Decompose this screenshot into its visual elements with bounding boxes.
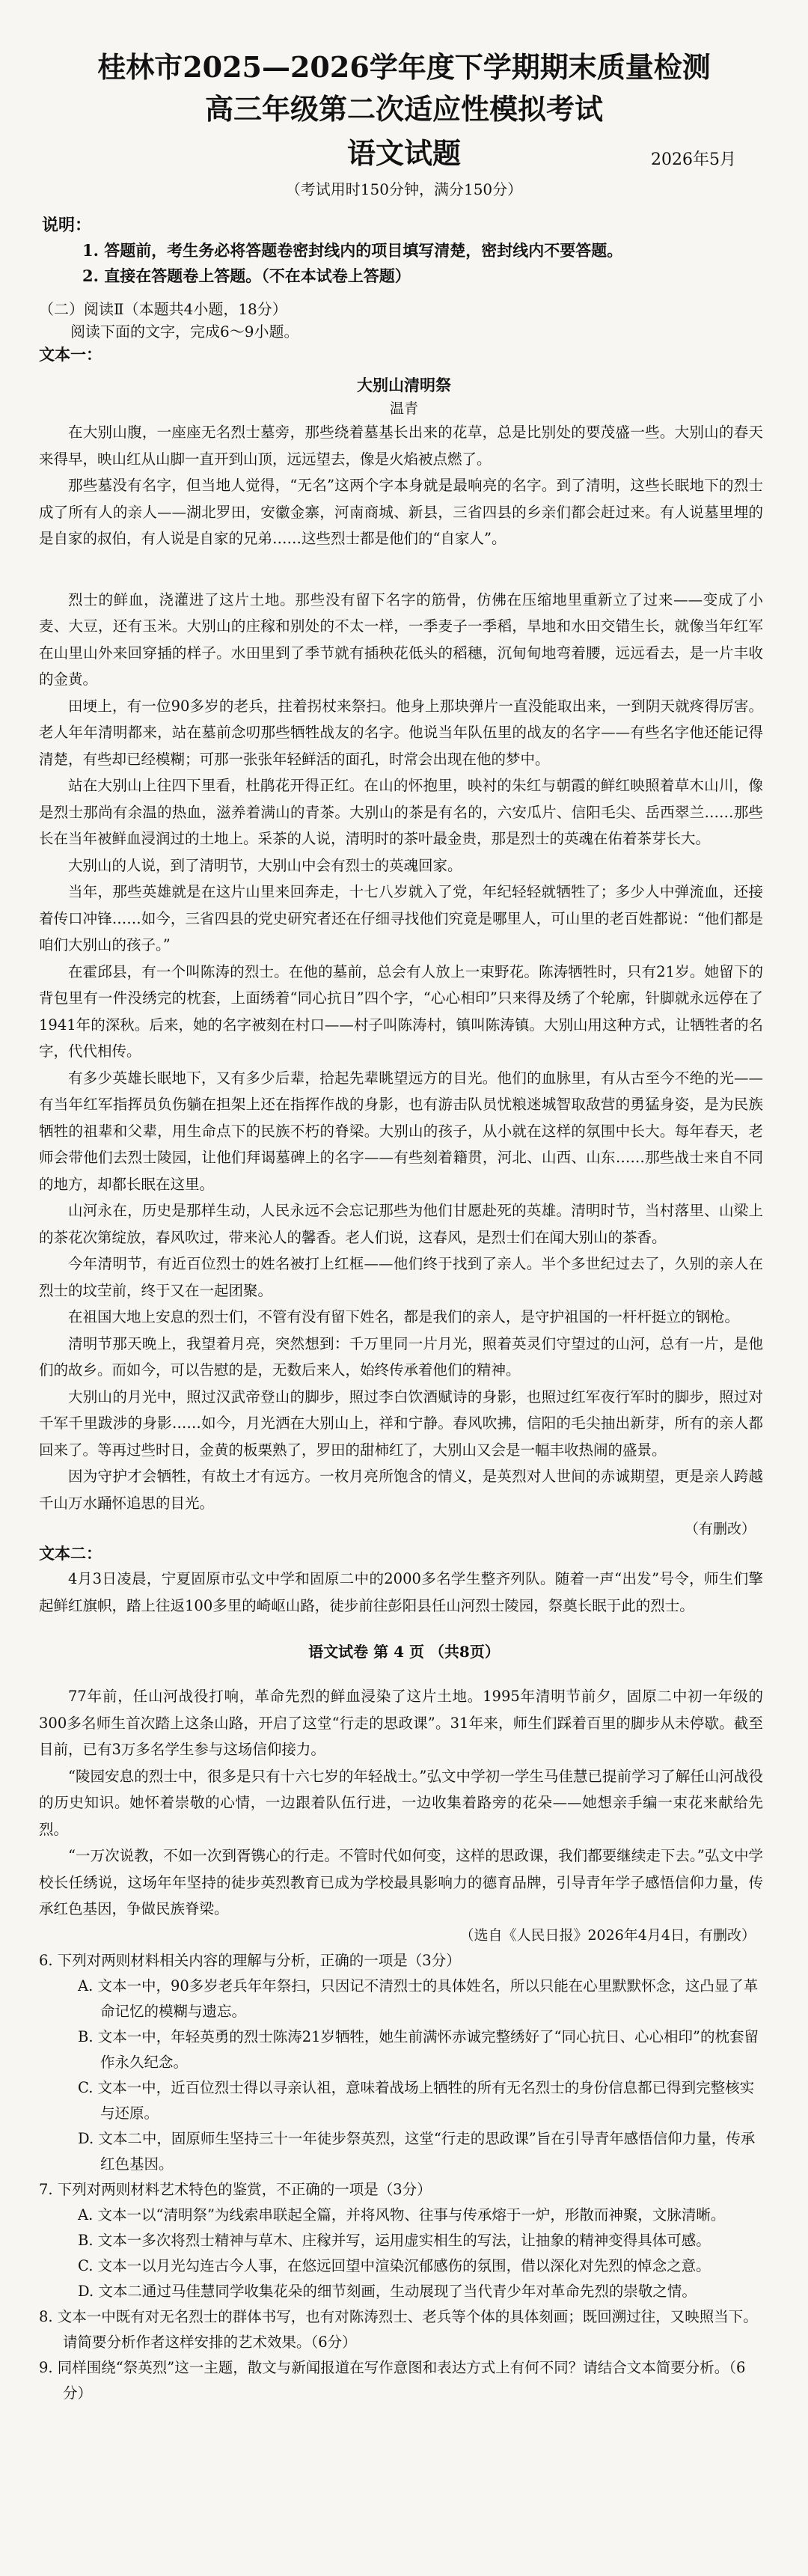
exam-time-note: （考试用时150分钟，满分150分） (285, 180, 523, 198)
passage-paragraph: 在祖国大地上安息的烈士们，不管有没有留下姓名，都是我们的亲人，是守护祖国的一杆杆挺立的钢枪。 (68, 1308, 740, 1325)
question-option: C. 文本一中，近百位烈士得以寻亲认祖，意味着战场上牺牲的所有无名烈士的身份信息都已得到完整核实与还原。 (78, 2078, 755, 2122)
question-option: D. 文本二中，固原师生坚持三十一年徒步祭英烈，这堂“行走的思政课”旨在引导青年感悟信仰力量，传承红色基因。 (78, 2129, 756, 2173)
material-1-label: 文本一： (39, 345, 102, 364)
passage-paragraph: 有多少英雄长眠地下，又有多少后辈，拾起先辈眺望远方的目光。他们的血脉里，有从古至今不绝的光——有当年红军指挥员负伤躺在担架上还在指挥作战的身影，也有游击队员忧粮迷城智取敌营的勇猛身姿，是为民族牺牲的祖辈和父辈，用生命点下的民族不朽的脊梁。大别山的孩子，从小就在这样的氛围中长大。每年春天，老师会带他们去烈士陵园，让他们拜谒墓碑上的名字——有些刻着籍贯，河北、山西、山东……那些战士来自不同的地方，却都长眠在这里。 (39, 1069, 763, 1193)
page-footer: 语文试卷 第 4 页 （共8页） (308, 1643, 500, 1661)
material-2-part-a (0, 1566, 808, 1619)
exam-header (0, 0, 808, 202)
passage-paragraph: 那些墓没有名字，但当地人觉得，“无名”这两个字本身就是最响亮的名字。到了清明，这些长眠地下的烈士成了所有人的亲人——湖北罗田，安徽金寨，河南商城、新县，三省四县的乡亲们都会赶过来。有人说墓里埋的是自家的叔伯，有人说是自家的兄弟……这些烈士都是他们的“自家人”。 (39, 477, 763, 547)
question-stem: 6. 下列对两则材料相关内容的理解与分析，正确的一项是（3分） (39, 1951, 461, 1969)
material-1-part-b (0, 587, 808, 1517)
material-1-part-a (0, 419, 808, 552)
passage-paragraph: 在大别山腹，一座座无名烈士墓旁，那些绕着墓基长出来的花草，总是比别处的要茂盛一些。大别山的春天来得早，映山红从山脚一直开到山顶，远远望去，像是火焰被点燃了。 (39, 424, 763, 468)
passage-paragraph: 田埂上，有一位90多岁的老兵，拄着拐杖来祭扫。他身上那块弹片一直没能取出来，一到阴天就疼得厉害。老人年年清明都来，站在墓前念叨那些牺牲战友的名字。他说当年队伍里的战友的名字——有些名字他还能记得清楚，有些却已经模糊；可那一张张年轻鲜活的面孔，时常会出现在他的梦中。 (39, 697, 763, 768)
instructions-label: 说明： (42, 216, 92, 235)
question-option: B. 文本一多次将烈士精神与草木、庄稼并写，运用虚实相生的写法，让抽象的精神变得具体可感。 (78, 2231, 711, 2249)
exam-subject-title: 语文试题 (346, 136, 461, 170)
material-2-source: （选自《人民日报》2026年4月4日，有删改） (459, 1926, 756, 1944)
question-stem: 7. 下列对两则材料艺术特色的鉴赏，不正确的一项是（3分） (39, 2180, 432, 2198)
section-heading: （二）阅读Ⅱ（本题共4小题，18分） (39, 300, 287, 318)
question-option: C. 文本一以月光勾连古今人事，在悠远回望中渲染沉郁感伤的氛围，借以深化对先烈的悼念之意。 (78, 2256, 711, 2274)
question-list (0, 1948, 808, 2406)
question-option: A. 文本一中，90多岁老兵年年祭扫，只因记不清烈士的具体姓名，所以只能在心里默默怀念，这凸显了革命记忆的模糊与遗忘。 (78, 1977, 759, 2020)
exam-title-line1: 桂林市2025—2026学年度下学期期末质量检测 (97, 50, 711, 84)
passage-paragraph: 大别山的月光中，照过汉武帝登山的脚步，照过李白饮酒赋诗的身影，也照过红军夜行军时的脚步，照过对千军千里跋涉的身影……如今，月光洒在大别山上，祥和宁静。春风吹拂，信阳的毛尖抽出新芽，所有的亲人都回来了。等再过些时日，金黄的板栗熟了，罗田的甜柿红了，大别山又会是一幅丰收热闹的盛景。 (39, 1388, 763, 1459)
passage-paragraph: 今年清明节，有近百位烈士的姓名被打上红框——他们终于找到了亲人。半个多世纪过去了，久别的亲人在烈士的坟茔前，终于又在一起团聚。 (39, 1255, 763, 1299)
passage-paragraph: 清明节那天晚上，我望着月亮，突然想到：千万里同一片月光，照着英灵们守望过的山河，总有一片，是他们的故乡。而如今，可以告慰的是，无数后来人，始终传承着他们的精神。 (39, 1334, 763, 1379)
passage-paragraph: 站在大别山上往四下里看，杜鹃花开得正红。在山的怀抱里，映衬的朱红与朝霞的鲜红映照着草木山川，像是烈士那尚有余温的热血，滋养着满山的青茶。大别山的茶是有名的，六安瓜片、信阳毛尖、岳西翠兰……那些长在当年被鲜血浸润过的土地上。采茶的人说，清明时的茶叶最金贵，那是烈士的英魂在佑着茶芽长大。 (39, 777, 763, 847)
question-stem: 9. 同样围绕“祭英烈”这一主题，散文与新闻报道在写作意图和表达方式上有何不同？请结合文本简要分析。（6分） (39, 2358, 746, 2402)
passage-paragraph: 在霍邱县，有一个叫陈涛的烈士。在他的墓前，总会有人放上一束野花。陈涛牺牲时，只有21岁。她留下的背包里有一件没绣完的枕套，上面绣着“同心抗日”四个字，“心心相印”只来得及绣了个轮廓，针脚就永远停在了1941年的深秋。后来，她的名字被刻在村口——村子叫陈涛村，镇叫陈涛镇。大别山用这种方式，让牺牲者的名字，代代相传。 (39, 962, 763, 1060)
material-2-part-b (0, 1683, 808, 1923)
passage-paragraph: 当年，那些英雄就是在这片山里来回奔走，十七八岁就入了党，年纪轻轻就牺牲了；多少人中弹流血，还接着传口冲锋……如今，三省四县的党史研究者还在仔细寻找他们究竟是哪里人，可山里的老百姓都说：“他们都是咱们大别山的孩子。” (39, 883, 763, 953)
passage-paragraph: 山河永在，历史是那样生动，人民永远不会忘记那些为他们甘愿赴死的英雄。清明时节，当村落里、山梁上的茶花次第绽放，春风吹过，带来沁人的馨香。老人们说，这春风，是烈士们在闻大别山的茶香。 (39, 1202, 763, 1246)
material-1-source: （有删改） (684, 1521, 756, 1537)
question-option: D. 文本二通过马佳慧同学收集花朵的细节刻画，生动展现了当代青少年对革命先烈的崇敬之情。 (78, 2282, 697, 2300)
question-option: A. 文本一以“清明祭”为线索串联起全篇，并将风物、往事与传承熔于一炉，形散而神聚，文脉清晰。 (78, 2206, 726, 2224)
passage-paragraph: 因为守护才会牺牲，有故土才有远方。一枚月亮所饱含的情义，是英烈对人世间的赤诚期望，更是亲人跨越千山万水踊怀追思的目光。 (39, 1468, 763, 1512)
instruction-item: 2. 直接在答题卷上答题。（不在本试卷上答题） (82, 266, 411, 285)
exam-title-line2: 高三年级第二次适应性模拟考试 (204, 92, 603, 126)
exam-date: 2026年5月 (651, 150, 736, 169)
passage-author: 温青 (389, 400, 418, 417)
passage-title: 大别山清明祭 (357, 376, 451, 394)
passage-paragraph: 大别山的人说，到了清明节，大别山中会有烈士的英魂回家。 (68, 856, 462, 874)
passage-paragraph: 4月3日凌晨，宁夏固原市弘文中学和固原二中的2000多名学生整齐列队。随着一声“出发”号令，师生们擎起鲜红旗帜，踏上往返100多里的崎岖山路，徒步前往彭阳县任山河烈士陵园，祭奠长眠于此的烈士。 (39, 1570, 763, 1614)
material-2-label: 文本二： (39, 1544, 102, 1563)
passage-paragraph: 77年前，任山河战役打响，革命先烈的鲜血浸染了这片土地。1995年清明节前夕，固原二中初一年级的300多名师生首次踏上这条山路，开启了这堂“行走的思政课”。31年来，师生们踩着百里的脚步从未停歇。截至目前，已有3万多名学生参与这场信仰接力。 (39, 1688, 763, 1758)
passage-paragraph: “陵园安息的烈士中，很多是只有十六七岁的年轻战士。”弘文中学初一学生马佳慧已提前学习了解任山河战役的历史知识。她怀着崇敬的心情，一边跟着队伍行进，一边收集着路旁的花朵——她想亲手编一束花来献给先烈。 (39, 1767, 763, 1838)
passage-paragraph: “一万次说教，不如一次到胥镌心的行走。不管时代如何变，这样的思政课，我们都要继续走下去。”弘文中学校长任绣说，这场年年坚持的徒步英烈教育已成为学校最具影响力的德育品牌，引导青年学子感悟信仰力量，传承红色基因，争做民族脊梁。 (39, 1847, 763, 1917)
instruction-item: 1. 答题前，考生务必将答题卷密封线内的项目填写清楚，密封线内不要答题。 (82, 241, 623, 260)
question-stem: 8. 文本一中既有对无名烈士的群体书写，也有对陈涛烈士、老兵等个体的具体刻画；既回溯过往，又映照当下。请简要分析作者这样安排的艺术效果。（6分） (39, 2307, 758, 2351)
passage-paragraph: 烈士的鲜血，浇灌进了这片土地。那些没有留下名字的筋骨，仿佛在压缩地里重新立了过来——变成了小麦、大豆，还有玉米。大别山的庄稼和别处的不太一样，一季麦子一季稻，旱地和水田交错生长，就像当年红军在山里山外来回穿插的样子。水田里到了季节就有插秧花低头的稻穗，沉甸甸地弯着腰，远远看去，是一片丰收的金黄。 (39, 590, 763, 688)
question-option: B. 文本一中，年轻英勇的烈士陈涛21岁牺牲，她生前满怀赤诚完整绣好了“同心抗日、心心相印”的枕套留作永久纪念。 (78, 2027, 759, 2071)
section-subheading: 阅读下面的文字，完成6～9小题。 (70, 323, 299, 341)
